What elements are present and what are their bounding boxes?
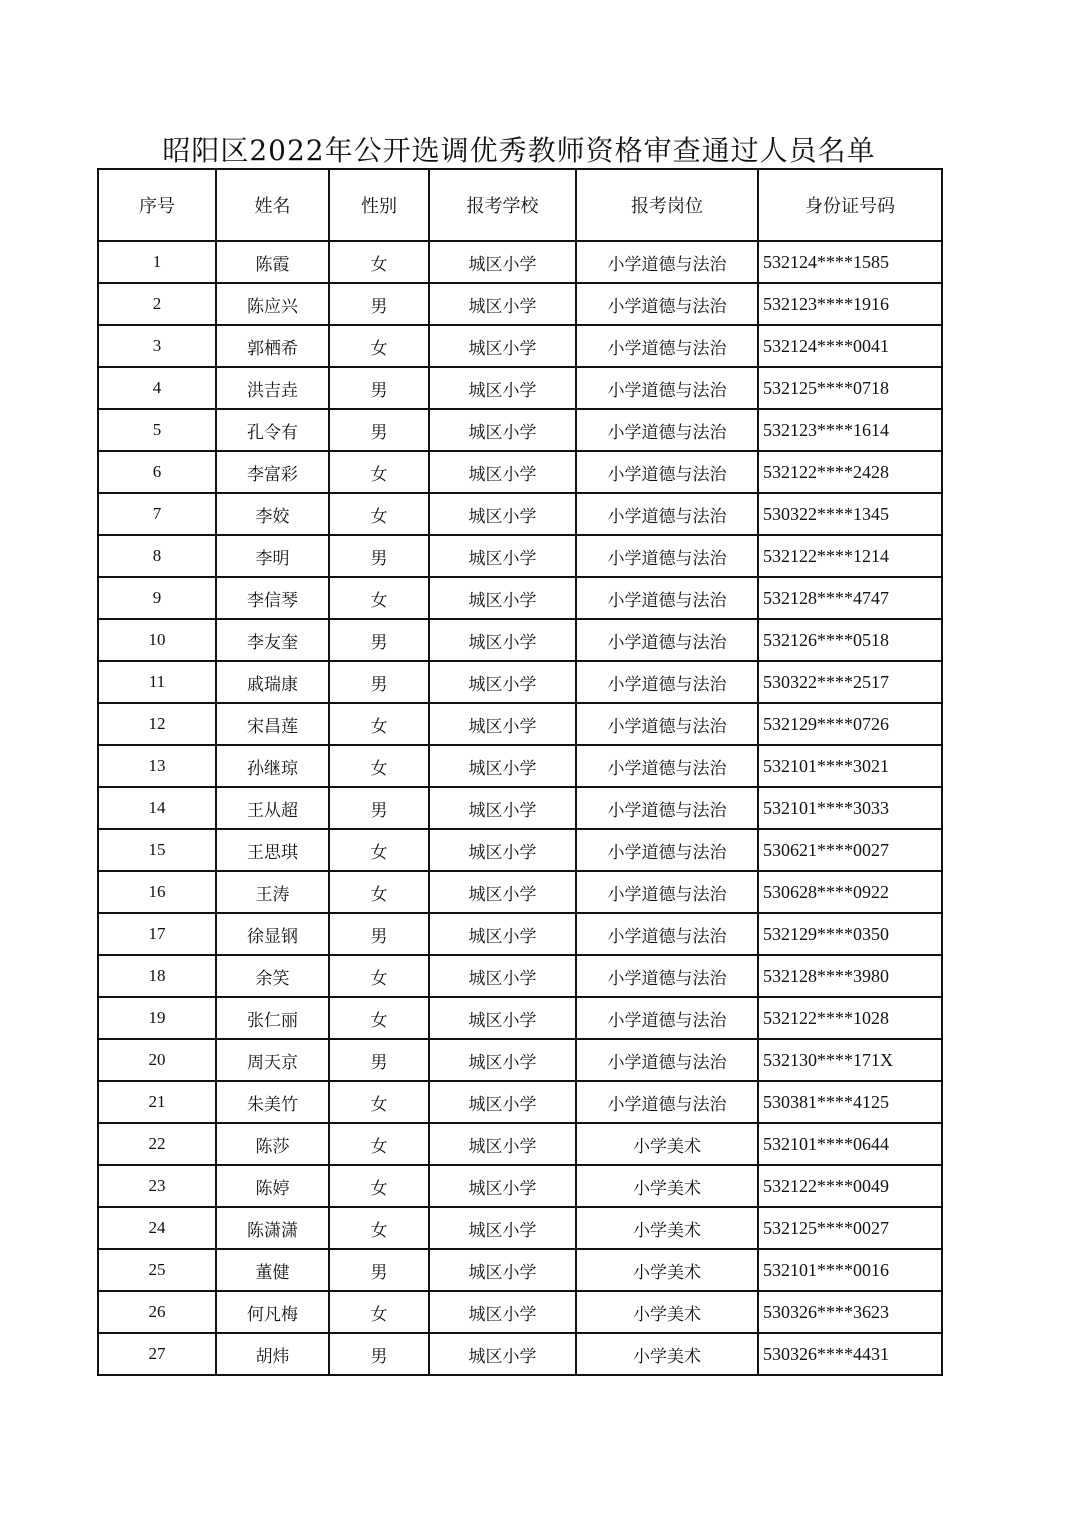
cell-id-number: 532122****1028 (758, 997, 942, 1039)
cell-school: 城区小学 (429, 577, 576, 619)
cell-school: 城区小学 (429, 367, 576, 409)
cell-id-number: 530628****0922 (758, 871, 942, 913)
cell-position: 小学美术 (576, 1123, 758, 1165)
cell-index: 16 (98, 871, 216, 913)
cell-gender: 女 (329, 451, 429, 493)
cell-name: 何凡梅 (216, 1291, 329, 1333)
cell-position: 小学道德与法治 (576, 283, 758, 325)
cell-position: 小学道德与法治 (576, 745, 758, 787)
cell-position: 小学道德与法治 (576, 409, 758, 451)
cell-id-number: 532124****0041 (758, 325, 942, 367)
cell-school: 城区小学 (429, 871, 576, 913)
cell-gender: 女 (329, 241, 429, 283)
cell-name: 戚瑞康 (216, 661, 329, 703)
cell-gender: 女 (329, 997, 429, 1039)
table-row (98, 325, 942, 367)
cell-name: 周天京 (216, 1039, 329, 1081)
cell-name: 王涛 (216, 871, 329, 913)
cell-position: 小学道德与法治 (576, 997, 758, 1039)
cell-index: 23 (98, 1165, 216, 1207)
cell-name: 洪吉垚 (216, 367, 329, 409)
cell-index: 15 (98, 829, 216, 871)
cell-school: 城区小学 (429, 493, 576, 535)
cell-id-number: 532128****4747 (758, 577, 942, 619)
cell-index: 19 (98, 997, 216, 1039)
cell-index: 24 (98, 1207, 216, 1249)
cell-name: 陈应兴 (216, 283, 329, 325)
cell-name: 孙继琼 (216, 745, 329, 787)
cell-id-number: 530621****0027 (758, 829, 942, 871)
cell-gender: 女 (329, 1207, 429, 1249)
cell-index: 2 (98, 283, 216, 325)
cell-gender: 女 (329, 745, 429, 787)
cell-position: 小学道德与法治 (576, 619, 758, 661)
cell-position: 小学道德与法治 (576, 703, 758, 745)
cell-school: 城区小学 (429, 283, 576, 325)
cell-school: 城区小学 (429, 787, 576, 829)
cell-school: 城区小学 (429, 325, 576, 367)
cell-index: 7 (98, 493, 216, 535)
cell-id-number: 532122****0049 (758, 1165, 942, 1207)
cell-position: 小学道德与法治 (576, 325, 758, 367)
table-row (98, 703, 942, 745)
column-header-index: 序号 (98, 169, 216, 241)
table-row (98, 745, 942, 787)
cell-school: 城区小学 (429, 1291, 576, 1333)
cell-id-number: 532124****1585 (758, 241, 942, 283)
cell-gender: 女 (329, 1165, 429, 1207)
table-row (98, 997, 942, 1039)
cell-name: 胡炜 (216, 1333, 329, 1375)
cell-position: 小学道德与法治 (576, 955, 758, 997)
cell-school: 城区小学 (429, 661, 576, 703)
table-row (98, 1207, 942, 1249)
cell-name: 张仁丽 (216, 997, 329, 1039)
cell-name: 李信琴 (216, 577, 329, 619)
cell-name: 陈潇潇 (216, 1207, 329, 1249)
cell-id-number: 532101****3021 (758, 745, 942, 787)
cell-school: 城区小学 (429, 451, 576, 493)
cell-index: 21 (98, 1081, 216, 1123)
cell-id-number: 532101****0644 (758, 1123, 942, 1165)
cell-index: 27 (98, 1333, 216, 1375)
cell-position: 小学道德与法治 (576, 871, 758, 913)
cell-name: 朱美竹 (216, 1081, 329, 1123)
cell-index: 14 (98, 787, 216, 829)
cell-gender: 男 (329, 535, 429, 577)
column-header-id-number: 身份证号码 (758, 169, 942, 241)
table-row (98, 283, 942, 325)
cell-name: 余笑 (216, 955, 329, 997)
cell-school: 城区小学 (429, 619, 576, 661)
cell-school: 城区小学 (429, 409, 576, 451)
cell-index: 1 (98, 241, 216, 283)
table-row (98, 535, 942, 577)
cell-name: 徐显钢 (216, 913, 329, 955)
cell-id-number: 532128****3980 (758, 955, 942, 997)
cell-position: 小学道德与法治 (576, 493, 758, 535)
cell-id-number: 530322****2517 (758, 661, 942, 703)
cell-school: 城区小学 (429, 1081, 576, 1123)
cell-name: 李姣 (216, 493, 329, 535)
cell-name: 王从超 (216, 787, 329, 829)
cell-index: 4 (98, 367, 216, 409)
column-header-gender: 性别 (329, 169, 429, 241)
table-row (98, 619, 942, 661)
cell-position: 小学美术 (576, 1207, 758, 1249)
cell-gender: 男 (329, 1039, 429, 1081)
cell-name: 宋昌莲 (216, 703, 329, 745)
table-row (98, 829, 942, 871)
table-row (98, 955, 942, 997)
cell-id-number: 532122****2428 (758, 451, 942, 493)
cell-position: 小学道德与法治 (576, 367, 758, 409)
cell-id-number: 530326****4431 (758, 1333, 942, 1375)
cell-index: 10 (98, 619, 216, 661)
cell-index: 6 (98, 451, 216, 493)
cell-gender: 女 (329, 325, 429, 367)
cell-name: 陈霞 (216, 241, 329, 283)
table-row (98, 1333, 942, 1375)
cell-name: 董健 (216, 1249, 329, 1291)
cell-gender: 女 (329, 1291, 429, 1333)
cell-school: 城区小学 (429, 1039, 576, 1081)
cell-id-number: 532122****1214 (758, 535, 942, 577)
cell-gender: 男 (329, 409, 429, 451)
table-body (98, 241, 942, 1375)
cell-school: 城区小学 (429, 913, 576, 955)
cell-gender: 女 (329, 1081, 429, 1123)
cell-index: 5 (98, 409, 216, 451)
cell-id-number: 532101****0016 (758, 1249, 942, 1291)
cell-school: 城区小学 (429, 997, 576, 1039)
page-title: 昭阳区2022年公开选调优秀教师资格审查通过人员名单 (162, 134, 876, 167)
cell-index: 13 (98, 745, 216, 787)
cell-name: 孔令有 (216, 409, 329, 451)
cell-position: 小学道德与法治 (576, 1081, 758, 1123)
cell-index: 8 (98, 535, 216, 577)
table-row (98, 241, 942, 283)
table-row (98, 1081, 942, 1123)
cell-gender: 女 (329, 703, 429, 745)
cell-position: 小学道德与法治 (576, 661, 758, 703)
cell-name: 郭栖希 (216, 325, 329, 367)
cell-school: 城区小学 (429, 703, 576, 745)
cell-school: 城区小学 (429, 1333, 576, 1375)
cell-gender: 男 (329, 661, 429, 703)
cell-school: 城区小学 (429, 829, 576, 871)
table-row (98, 1039, 942, 1081)
cell-id-number: 532126****0518 (758, 619, 942, 661)
cell-index: 20 (98, 1039, 216, 1081)
cell-position: 小学道德与法治 (576, 535, 758, 577)
cell-gender: 男 (329, 367, 429, 409)
table-row (98, 661, 942, 703)
table-row (98, 1123, 942, 1165)
cell-id-number: 532129****0350 (758, 913, 942, 955)
cell-position: 小学美术 (576, 1333, 758, 1375)
cell-name: 李友奎 (216, 619, 329, 661)
cell-id-number: 532123****1916 (758, 283, 942, 325)
cell-gender: 男 (329, 787, 429, 829)
cell-gender: 男 (329, 1249, 429, 1291)
table-row (98, 451, 942, 493)
table-row (98, 367, 942, 409)
cell-position: 小学道德与法治 (576, 787, 758, 829)
table-row (98, 1291, 942, 1333)
cell-position: 小学道德与法治 (576, 451, 758, 493)
cell-position: 小学道德与法治 (576, 241, 758, 283)
cell-position: 小学道德与法治 (576, 829, 758, 871)
cell-id-number: 530381****4125 (758, 1081, 942, 1123)
cell-id-number: 530326****3623 (758, 1291, 942, 1333)
cell-gender: 女 (329, 1123, 429, 1165)
cell-id-number: 532125****0718 (758, 367, 942, 409)
cell-gender: 女 (329, 493, 429, 535)
cell-school: 城区小学 (429, 1123, 576, 1165)
cell-index: 22 (98, 1123, 216, 1165)
cell-school: 城区小学 (429, 745, 576, 787)
cell-id-number: 530322****1345 (758, 493, 942, 535)
cell-name: 陈莎 (216, 1123, 329, 1165)
cell-index: 26 (98, 1291, 216, 1333)
cell-gender: 女 (329, 871, 429, 913)
table-row (98, 913, 942, 955)
cell-id-number: 532125****0027 (758, 1207, 942, 1249)
cell-index: 18 (98, 955, 216, 997)
cell-id-number: 532129****0726 (758, 703, 942, 745)
table-row (98, 871, 942, 913)
cell-index: 12 (98, 703, 216, 745)
cell-position: 小学道德与法治 (576, 577, 758, 619)
cell-position: 小学美术 (576, 1165, 758, 1207)
cell-id-number: 532130****171X (758, 1039, 942, 1081)
table-row (98, 493, 942, 535)
cell-school: 城区小学 (429, 955, 576, 997)
cell-index: 3 (98, 325, 216, 367)
column-header-position: 报考岗位 (576, 169, 758, 241)
table-row (98, 577, 942, 619)
column-header-school: 报考学校 (429, 169, 576, 241)
cell-position: 小学道德与法治 (576, 1039, 758, 1081)
cell-gender: 男 (329, 913, 429, 955)
cell-gender: 男 (329, 619, 429, 661)
cell-id-number: 532123****1614 (758, 409, 942, 451)
table-header-row (98, 169, 942, 241)
cell-gender: 男 (329, 1333, 429, 1375)
cell-name: 李明 (216, 535, 329, 577)
cell-name: 李富彩 (216, 451, 329, 493)
cell-school: 城区小学 (429, 241, 576, 283)
cell-name: 陈婷 (216, 1165, 329, 1207)
candidate-table (97, 168, 943, 1376)
cell-gender: 女 (329, 577, 429, 619)
cell-index: 9 (98, 577, 216, 619)
column-header-name: 姓名 (216, 169, 329, 241)
table-row (98, 787, 942, 829)
table-row (98, 1165, 942, 1207)
cell-position: 小学美术 (576, 1249, 758, 1291)
cell-school: 城区小学 (429, 1207, 576, 1249)
cell-gender: 男 (329, 283, 429, 325)
cell-gender: 女 (329, 829, 429, 871)
table-row (98, 409, 942, 451)
cell-id-number: 532101****3033 (758, 787, 942, 829)
cell-position: 小学美术 (576, 1291, 758, 1333)
cell-position: 小学道德与法治 (576, 913, 758, 955)
cell-index: 17 (98, 913, 216, 955)
cell-school: 城区小学 (429, 1165, 576, 1207)
cell-gender: 女 (329, 955, 429, 997)
cell-school: 城区小学 (429, 1249, 576, 1291)
cell-name: 王思琪 (216, 829, 329, 871)
cell-index: 25 (98, 1249, 216, 1291)
cell-school: 城区小学 (429, 535, 576, 577)
cell-index: 11 (98, 661, 216, 703)
table-row (98, 1249, 942, 1291)
